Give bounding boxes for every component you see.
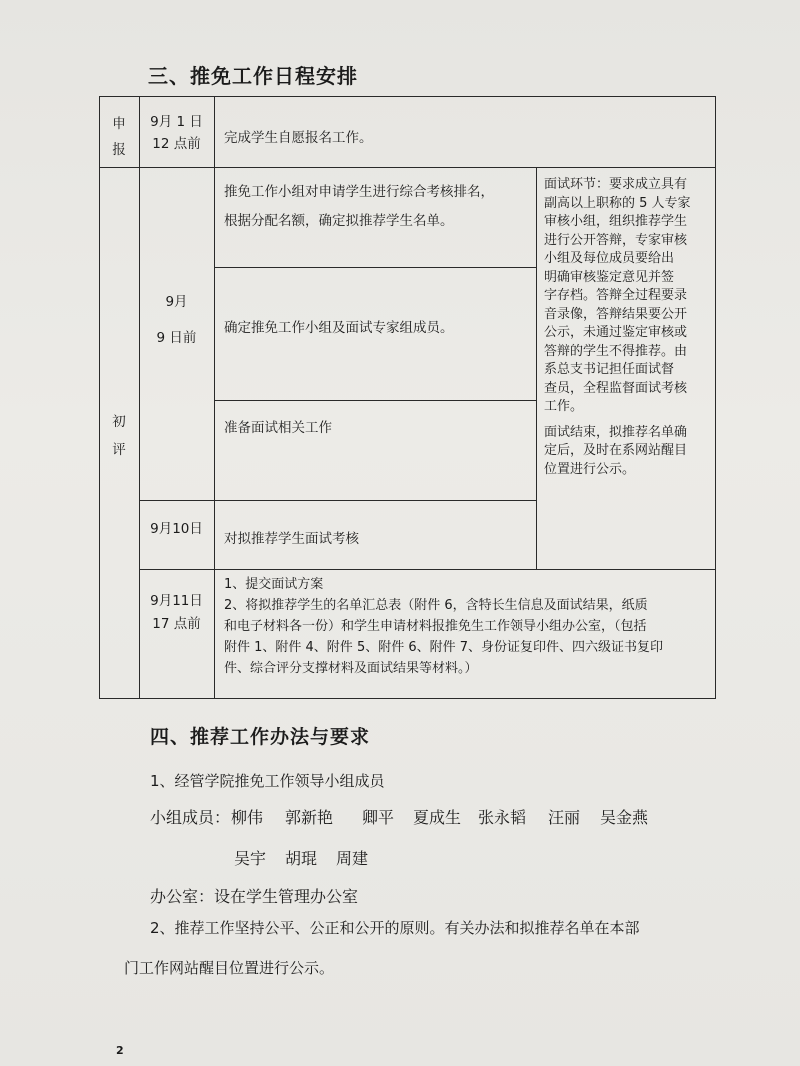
task-prepare-interview: 准备面试相关工作 bbox=[224, 420, 332, 436]
apply-date-line2: 12 点前 bbox=[152, 136, 201, 152]
member-name: 吴金燕 bbox=[600, 808, 649, 827]
member-name: 吴宇 bbox=[234, 849, 267, 868]
task-ranking-line1: 推免工作小组对申请学生进行综合考核排名， bbox=[224, 184, 494, 200]
task-committee: 确定推免工作小组及面试专家组成员。 bbox=[224, 320, 454, 336]
member-name: 张永韬 bbox=[478, 808, 527, 827]
office-line: 办公室：设在学生管理办公室 bbox=[150, 887, 359, 906]
table-row-line-4 bbox=[139, 500, 536, 501]
item-2-line2: 门工作网站醒目位置进行公示。 bbox=[124, 959, 335, 977]
members-row-2 bbox=[0, 846, 800, 876]
table-border-bottom bbox=[99, 698, 716, 699]
member-name: 汪丽 bbox=[548, 808, 581, 827]
schedule-table bbox=[99, 96, 716, 699]
table-row-line-5 bbox=[139, 569, 716, 570]
apply-task: 完成学生自愿报名工作。 bbox=[224, 130, 373, 146]
member-name: 胡琨 bbox=[285, 849, 318, 868]
table-row-line-3 bbox=[214, 400, 536, 401]
interview-note bbox=[544, 176, 714, 479]
member-name: 柳伟 bbox=[231, 808, 264, 827]
table-border-left bbox=[99, 96, 100, 699]
apply-date-line1: 9月 1 日 bbox=[150, 114, 203, 130]
member-name: 夏成生 bbox=[413, 808, 462, 827]
table-row-line-2 bbox=[214, 267, 536, 268]
stage-initial-char1: 初 bbox=[112, 414, 126, 430]
initial-date-line2: 9 日前 bbox=[156, 330, 197, 346]
task-interview: 对拟推荐学生面试考核 bbox=[224, 531, 359, 547]
table-col-line-2 bbox=[214, 96, 215, 699]
members-row-1 bbox=[0, 805, 800, 835]
task-submit-materials: 1、提交面试方案 2、将拟推荐学生的名单汇总表（附件 6，含特长生信息及面试结果，纸质 和电子材料各一份）和学生申请材料报推免生工作领导小组办公室，（包括 附件 1、附件 4、附件 5、附件 6、附件 7、身份证复印件、四六级证书复印 件、综合评分支撑材料及面试结果等材料。） bbox=[224, 577, 664, 676]
submit-date-line1: 9月11日 bbox=[150, 593, 203, 609]
table-border-right bbox=[715, 96, 716, 699]
member-name: 郭新艳 bbox=[285, 808, 334, 827]
stage-apply-char2: 报 bbox=[112, 142, 126, 158]
stage-initial-char2: 评 bbox=[112, 442, 126, 458]
interview-note-para2: 面试结束，拟推荐名单确 定后，及时在系网站醒目 位置进行公示。 bbox=[544, 424, 688, 477]
table-col-line-3 bbox=[536, 167, 537, 569]
member-name: 周建 bbox=[336, 849, 369, 868]
item-2-line1: 2、推荐工作坚持公平、公正和公开的原则。有关办法和拟推荐名单在本部 bbox=[150, 919, 640, 937]
table-border-top bbox=[99, 96, 716, 97]
table-row-line-1 bbox=[99, 167, 716, 168]
submit-date-line2: 17 点前 bbox=[152, 616, 201, 632]
member-name: 卿平 bbox=[362, 808, 395, 827]
page-number: 2 bbox=[116, 1044, 124, 1057]
section-4-heading: 四、推荐工作办法与要求 bbox=[150, 726, 371, 748]
task-ranking-line2: 根据分配名额，确定拟推荐学生名单。 bbox=[224, 213, 454, 229]
stage-apply-char1: 申 bbox=[112, 116, 126, 132]
initial-date-line1: 9月 bbox=[165, 294, 188, 310]
interview-date: 9月10日 bbox=[150, 521, 203, 537]
section-3-heading: 三、推免工作日程安排 bbox=[148, 64, 358, 88]
members-label: 小组成员： bbox=[150, 808, 231, 827]
item-1-leading-group: 1、经管学院推免工作领导小组成员 bbox=[150, 772, 385, 790]
interview-note-para1: 面试环节：要求成立具有 副高以上职称的 5 人专家 审核小组，组织推荐学生 进行公开答辩，专家审核 小组及每位成员要给出 明确审核鉴定意见并签 字存档。答辩全过程要录 音录像，答辩结果要公开 公示，未通过鉴定审核或 答辩的学生不得推荐。由 系总支书记担任面试督 查员，全程监督面试考核 工作。 bbox=[544, 177, 691, 414]
